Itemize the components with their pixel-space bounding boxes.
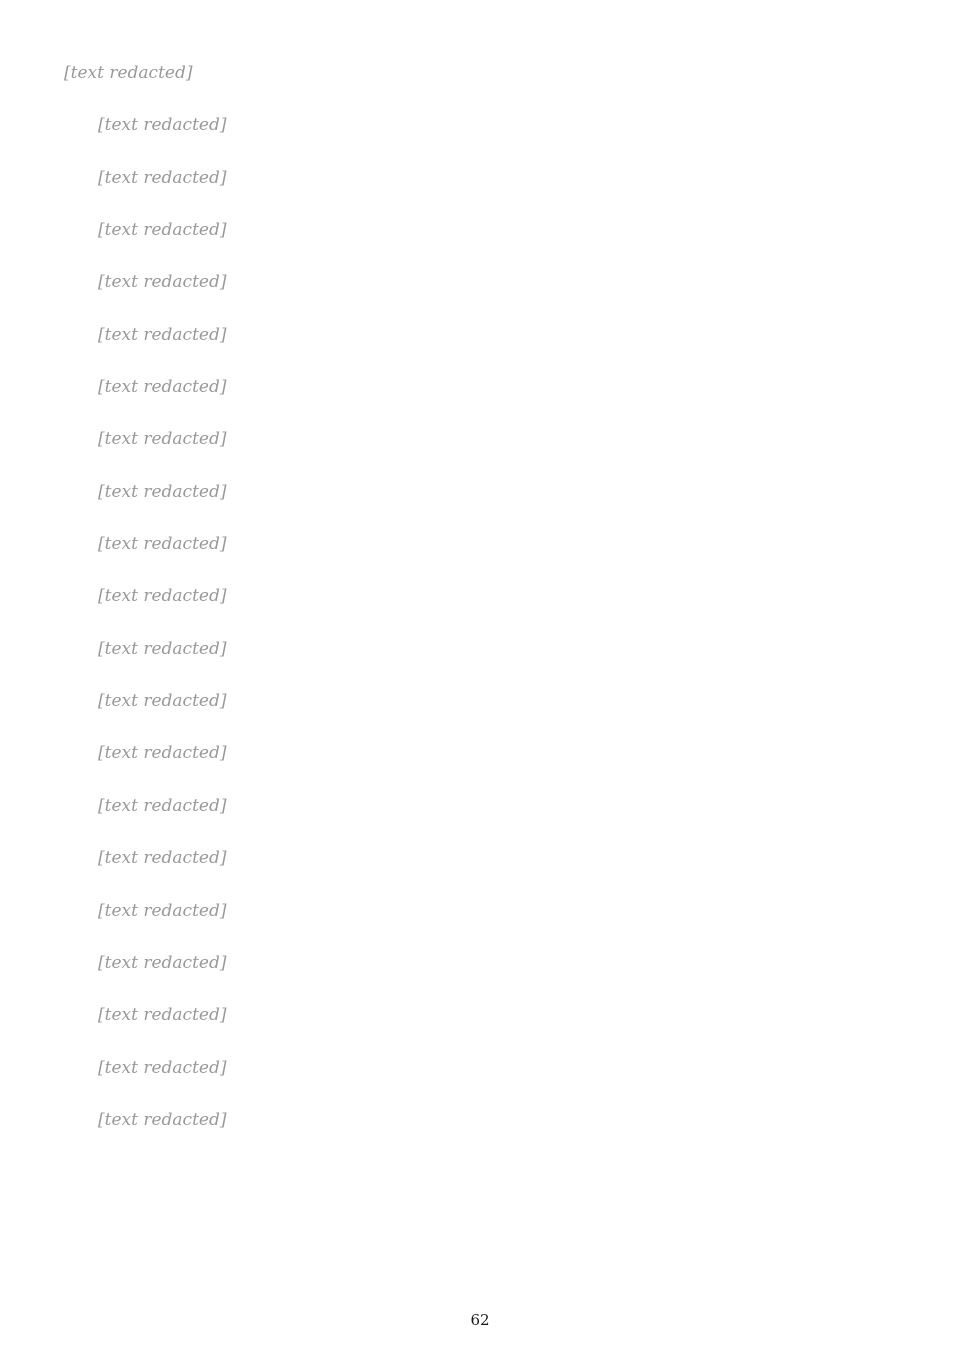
paragraph: [text redacted]: [98, 952, 227, 973]
paragraph: [text redacted]: [98, 848, 227, 869]
paragraph-container: [64, 60, 896, 1133]
paragraph: [text redacted]: [98, 1005, 227, 1026]
paragraph: [text redacted]: [64, 63, 193, 83]
paragraph: [text redacted]: [98, 429, 227, 450]
paragraph: [text redacted]: [98, 638, 227, 659]
paragraph: [text redacted]: [98, 1109, 227, 1130]
paragraph: [text redacted]: [98, 167, 227, 188]
paragraph: [text redacted]: [98, 743, 227, 764]
paragraph: [text redacted]: [98, 220, 227, 241]
paragraph: [text redacted]: [98, 691, 227, 712]
paragraph: [text redacted]: [98, 377, 227, 398]
paragraph: [text redacted]: [98, 1057, 227, 1078]
paragraph: [text redacted]: [98, 795, 227, 816]
page-number: 62: [470, 1311, 490, 1329]
paragraph: [text redacted]: [98, 115, 227, 136]
paragraph: [text redacted]: [98, 586, 227, 607]
paragraph: [text redacted]: [98, 272, 227, 293]
paragraph: [text redacted]: [98, 324, 227, 345]
paragraph: [text redacted]: [98, 481, 227, 502]
paragraph: [text redacted]: [98, 900, 227, 921]
paragraph: [text redacted]: [98, 534, 227, 555]
